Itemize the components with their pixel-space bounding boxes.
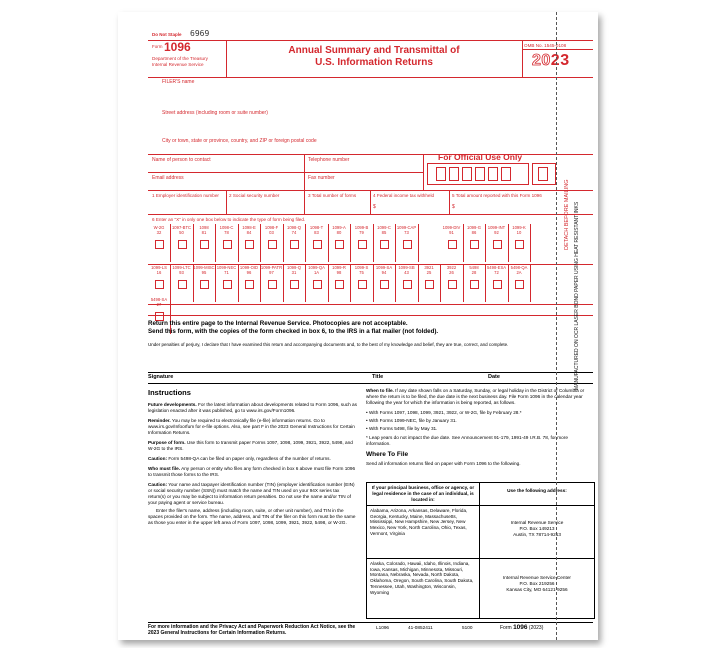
form-number: 1096 <box>164 40 191 54</box>
form-type-cell <box>508 226 530 236</box>
form-type-name: 1099-CAP <box>396 225 417 230</box>
form-type-cell <box>148 266 170 276</box>
fax-label: Fax number <box>308 175 335 181</box>
form-type-checkbox[interactable] <box>290 240 299 249</box>
form-type-checkbox[interactable] <box>245 240 254 249</box>
form-type-cell <box>508 266 530 276</box>
form-type-cell <box>283 266 305 276</box>
where-to-file-table <box>366 482 595 619</box>
form-type-code: 03 <box>269 229 274 235</box>
form-type-cell <box>373 226 395 236</box>
form-type-cell <box>216 266 238 276</box>
form-type-checkbox[interactable] <box>380 240 389 249</box>
serial-number: 6969 <box>190 29 210 38</box>
form-label: Form <box>152 44 163 49</box>
form-type-name: 1099-LTC <box>172 265 191 270</box>
form-type-cell <box>306 266 328 276</box>
form-type-code: 85 <box>381 229 387 235</box>
box1-ein-label: 1 Employer identification number <box>152 193 219 198</box>
form-type-code: 27 <box>156 301 162 307</box>
form-type-code: 98 <box>336 269 342 275</box>
form-type-name: 1099-S <box>354 265 369 270</box>
form-type-name: 1099-SB <box>398 265 415 270</box>
box5-total-amount-label: 5 Total amount reported with this Form 1096 <box>452 193 542 198</box>
address-kansas-city: Internal Revenue Service Center P.O. Box 219256 Kansas City, MO 64121-9256 <box>502 575 571 592</box>
date-label: Date <box>488 374 500 380</box>
form-type-name: 1099-OID <box>239 265 259 270</box>
form-type-checkbox[interactable] <box>245 280 254 289</box>
form-type-checkbox[interactable] <box>358 280 367 289</box>
footer-code: 41-0852411 <box>408 625 433 630</box>
form-type-checkbox[interactable] <box>155 280 164 289</box>
form-type-code: 93 <box>179 269 184 275</box>
form-type-code: 26 <box>449 269 454 275</box>
form-type-checkbox[interactable] <box>290 280 299 289</box>
form-type-code: 50 <box>179 229 184 235</box>
form-type-cell <box>261 266 283 276</box>
form-type-name: 1098-E <box>242 225 256 230</box>
states-group-1: Alabama, Arizona, Arkansas, Delaware, Florida, Georgia, Kentucky, Maine, Massachusetts, Mississippi, New Hampshire, New Jersey, New Mexico, New York, North Carolina, Ohio, Texas, Vermont, Virginia <box>370 508 468 536</box>
form-type-checkbox[interactable] <box>313 240 322 249</box>
form-type-name: 3922 <box>446 265 457 270</box>
form-type-cell <box>238 266 260 276</box>
form-type-code: 80 <box>336 229 342 235</box>
form-type-cell <box>463 266 485 276</box>
form-type-name: 3921 <box>424 265 434 270</box>
instructions-heading: Instructions <box>148 388 191 397</box>
box3-total-forms-label: 3 Total number of forms <box>308 193 357 198</box>
form-type-name: W-2G <box>153 225 165 230</box>
tax-year: 2023 <box>532 52 570 69</box>
form-type-cell <box>193 226 215 236</box>
title-label: Title <box>372 374 384 380</box>
form-type-code: 83 <box>314 229 319 235</box>
form-type-code: 32 <box>156 229 162 235</box>
street-address-label: Street address (including room or suite number) <box>162 110 268 116</box>
form-type-code: 2A <box>516 269 522 275</box>
form-type-name: 1098-C <box>219 225 234 230</box>
form-type-code: 91 <box>449 229 454 235</box>
form-type-name: 1099-SA <box>375 265 393 270</box>
form-type-cell <box>418 266 440 276</box>
form-type-code: 74 <box>291 229 297 235</box>
form-type-code: 28 <box>471 269 477 275</box>
form-type-code: 16 <box>156 269 162 275</box>
form-type-cell <box>193 266 215 276</box>
form-type-cell <box>351 226 373 236</box>
form-type-checkbox[interactable] <box>493 240 502 249</box>
return-notice: Return this entire page to the Internal Revenue Service. Photocopies are not acceptable. Send this form, with the copies of the form checked in box 6, to the IRS in a flat mailer (not folded). <box>148 320 439 336</box>
form-type-name: 5498 <box>469 265 479 270</box>
form-type-code: 1A <box>313 269 320 275</box>
form-type-cell <box>328 266 350 276</box>
form-type-checkbox[interactable] <box>448 280 457 289</box>
box4-withheld-label: 4 Federal income tax withheld <box>373 193 435 198</box>
form-type-checkbox[interactable] <box>425 280 434 289</box>
form-type-name: 1099-K <box>512 225 526 230</box>
address-column-header: Use the following address: <box>507 488 567 493</box>
form-type-name: 1099-PATR <box>260 265 283 270</box>
form-type-cell <box>171 226 193 236</box>
form-type-checkbox[interactable] <box>313 280 322 289</box>
form-type-checkbox[interactable] <box>200 240 209 249</box>
form-1096-sheet <box>118 12 598 640</box>
form-type-cell <box>351 266 373 276</box>
form-type-code: 95 <box>201 269 207 275</box>
form-type-code: 43 <box>404 269 409 275</box>
form-type-checkbox[interactable] <box>268 240 277 249</box>
form-type-code: 75 <box>359 269 364 275</box>
privacy-notice: For more information and the Privacy Act and Paperwork Reduction Act Notice, see the 2023 General Instructions for Certain Information Returns. <box>148 624 356 637</box>
form-type-code: 25 <box>426 269 432 275</box>
footer-form: Form 1096 (2023) <box>500 624 544 631</box>
form-type-checkbox[interactable] <box>268 280 277 289</box>
form-title: Annual Summary and Transmittal of U.S. Information Returns <box>288 45 460 68</box>
city-state-label: City or town, state or province, country, and ZIP or foreign postal code <box>162 138 317 144</box>
form-type-cell <box>486 226 508 236</box>
signature-label: Signature <box>148 374 174 380</box>
form-type-checkbox[interactable] <box>335 240 344 249</box>
form-type-cell <box>463 226 485 236</box>
form-type-code: 78 <box>224 229 229 235</box>
form-type-code: 94 <box>381 269 387 275</box>
form-type-cell <box>216 226 238 236</box>
form-type-checkbox[interactable] <box>515 240 524 249</box>
form-type-name: 1099-LS <box>151 265 167 270</box>
box2-ssn-label: 2 Social security number <box>229 193 280 198</box>
form-type-name: 1099-B <box>354 225 369 230</box>
form-type-cell <box>283 226 305 236</box>
footer-num: 5100 <box>462 625 473 630</box>
box5-dollar: $ <box>452 204 455 210</box>
form-type-code: 73 <box>404 229 409 235</box>
form-type-cell <box>328 226 350 236</box>
form-type-cell <box>148 226 170 236</box>
form-type-cell <box>441 266 463 276</box>
footer-cat: L1096 <box>376 625 390 630</box>
telephone-label: Telephone number <box>308 157 350 163</box>
form-type-code: 84 <box>246 229 252 235</box>
form-type-checkbox[interactable] <box>200 280 209 289</box>
form-type-code: 97 <box>269 269 274 275</box>
form-type-checkbox[interactable] <box>470 280 479 289</box>
form-type-code: 71 <box>224 269 229 275</box>
form-type-checkbox[interactable] <box>358 240 367 249</box>
form-type-code: 10 <box>516 229 522 235</box>
form-type-checkbox[interactable] <box>470 240 479 249</box>
states-group-2: Alaska, Colorado, Hawaii, Idaho, Illinois, Indiana, Iowa, Kansas, Michigan, Minnesota, Missouri, Montana, Nebraska, Nevada, North Dakota, Oklahoma, Oregon, South Carolina, South Dakota, Tennessee, Utah, Washington, Wisconsin, Wyoming <box>370 561 474 595</box>
form-type-code: 86 <box>471 229 477 235</box>
form-type-name: 5498-QA <box>510 265 528 270</box>
form-type-name: 1099-MISC <box>193 265 215 270</box>
form-type-name: 1099-INT <box>487 225 506 230</box>
form-type-checkbox[interactable] <box>223 280 232 289</box>
form-type-code: 79 <box>359 229 364 235</box>
form-type-cell <box>148 298 170 308</box>
form-type-name: 5498-SA <box>150 297 168 302</box>
form-type-code: 81 <box>201 229 207 235</box>
form-type-name: 1099-G <box>467 225 481 230</box>
address-austin: Internal Revenue Service P.O. Box 149213 Austin, TX 78714-9213 <box>510 520 564 537</box>
form-type-cell <box>486 266 508 276</box>
form-type-checkbox[interactable] <box>403 280 412 289</box>
official-use-only: For Official Use Only <box>438 152 523 162</box>
form-type-name: 1098-Q <box>287 225 301 230</box>
form-type-name: 1099-NEC <box>216 265 237 270</box>
form-type-cell <box>306 226 328 236</box>
perforation-line <box>556 12 557 640</box>
form-type-name: 1099-C <box>377 225 391 230</box>
form-type-cell <box>261 226 283 236</box>
form-type-name: 1098-F <box>264 225 279 230</box>
form-type-name: 1099-R <box>332 265 346 270</box>
form-type-name: 5498-ESA <box>486 265 507 270</box>
form-type-name: 1098-T <box>309 225 324 230</box>
omb-number: OMB No. 1545-0108 <box>524 43 567 48</box>
form-type-cell <box>396 266 418 276</box>
form-type-code: 92 <box>494 229 499 235</box>
form-type-cell <box>373 266 395 276</box>
box4-dollar: $ <box>373 204 376 210</box>
states-column-header: If your principal business, office or agency, or legal residence in the case of an individual, is located in: <box>371 485 475 502</box>
form-type-checkbox[interactable] <box>403 240 412 249</box>
form-type-name: 1099-DIV <box>442 225 461 230</box>
email-label: Email address <box>152 175 184 181</box>
box6-instruction: 6 Enter an "X" in only one box below to indicate the type of form being filed. <box>152 217 306 222</box>
form-type-name: 1098 <box>199 225 209 230</box>
form-type-checkbox[interactable] <box>178 280 187 289</box>
form-type-cell <box>238 226 260 236</box>
when-to-file-column: When to file. If any date shown falls on a Saturday, Sunday, or legal holiday in the District of Columbia or where the return is to be filed, the due date is the next business day. File Form 1096 in the calendar year following the year for which the information is being reported, as follows. • With Forms 1097, 1098, 1099, 3921, 3922, or W-2G, file by February 28.* • With Forms 1099-NEC, file by January 31. • With Forms 5498, file by May 31. * Leap years do not impact the due date. See Announcement 91-179, 1991-49 I.R.B. 78, for more information. Where To File Send all information returns filed on paper with Form 1096 to the following. <box>366 388 593 471</box>
form-type-name: 1099-Q <box>287 265 301 270</box>
form-type-cell <box>396 226 418 236</box>
where-to-file-heading: Where To File <box>366 451 409 459</box>
form-type-code: 72 <box>494 269 499 275</box>
form-type-code: 96 <box>246 269 252 275</box>
form-type-name: 1099-A <box>332 225 346 230</box>
form-type-checkbox[interactable] <box>515 280 524 289</box>
form-type-name: 1097-BTC <box>171 225 192 230</box>
form-type-checkbox[interactable] <box>448 240 457 249</box>
form-type-checkbox[interactable] <box>335 280 344 289</box>
form-type-cell <box>441 226 463 236</box>
form-type-code: 31 <box>291 269 297 275</box>
contact-person-label: Name of person to contact <box>152 157 211 163</box>
form-type-checkbox[interactable] <box>155 240 164 249</box>
form-type-name: 1099-QA <box>308 265 325 270</box>
filer-name-label: FILER'S name <box>162 79 195 85</box>
form-type-checkbox[interactable] <box>178 240 187 249</box>
instructions-column: Instructions Future developments. For the latest information about developments related to Form 1096, such as legislation enacted after it was published, go to www.irs.gov/Form1096. Reminder. You may be required to electronically file (e-file) information returns. Go to www.irs.gov/Infoorfum for e-file options. Also, see part F in the 2023 General Instructions for Certain Information Returns. Purpose of form. Use this form to transmit paper Forms 1097, 1098, 1099, 3921, 3922, 5498, and W-2G to the IRS. Caution: Form 5498-QA can be filed on paper only, regardless of the number of returns. Who must file. Any person or entity who files any form checked in box 6 above must file Form 1096 to transmit those forms to the IRS. Caution: Your name and taxpayer identification number (TIN) (employer identification number (EIN) or social security number (SSN)) must match the name and TIN used on your 94X series tax return(s) or you may be subject to information return penalties. Do not use the name and/or TIN of your paying agent or service bureau. Enter the filer's name, address (including room, suite, or other unit number), and TIN in the spaces provided on the form. The name, address, and TIN of the filer on this form must be the same as those you enter in the upper left area of Form 1097, 1098, 1099, 3921, 3922, 5498, or W-2G. <box>148 388 357 525</box>
form-type-checkbox[interactable] <box>223 240 232 249</box>
dept-treasury: Department of the Treasury Internal Revenue Service <box>152 56 208 67</box>
form-type-checkbox[interactable] <box>493 280 502 289</box>
do-not-staple: Do Not Staple <box>152 32 182 37</box>
perjury-statement: Under penalties of perjury, I declare that I have examined this return and accompanying documents and, to the best of my knowledge and belief, they are true, correct, and complete. <box>148 342 509 347</box>
form-type-checkbox[interactable] <box>380 280 389 289</box>
form-type-cell <box>171 266 193 276</box>
